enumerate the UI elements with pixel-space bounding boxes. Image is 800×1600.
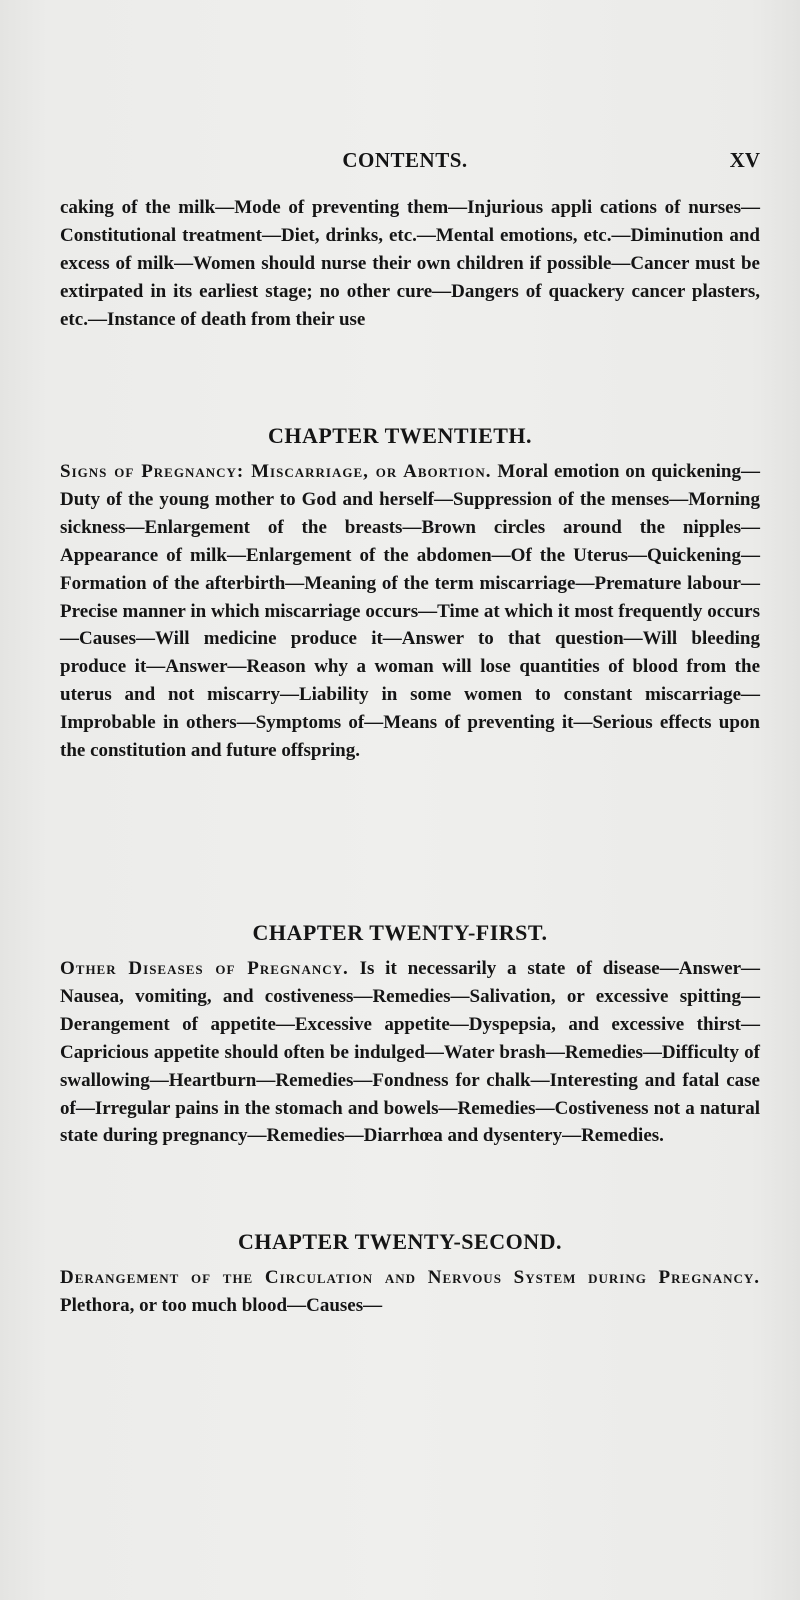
- running-title: CONTENTS.: [342, 148, 468, 172]
- chapter-twentieth-summary: [60, 458, 760, 765]
- chapter-title: Signs of Pregnancy: Miscarriage, or Abortion.: [60, 461, 492, 482]
- page-number: XV: [729, 148, 760, 172]
- chapter-twenty-first-summary: [60, 955, 760, 1150]
- chapter-twenty-second-summary: [60, 1264, 760, 1320]
- chapter-title: Derangement of the Circulation and Nervous System during Pregnancy.: [60, 1267, 760, 1288]
- chapter-summary-text: Is it necessarily a state of disease—Answer—Nausea, vomiting, and costiveness—Remedies—Salivation, or excessive spitting—Derangement of appetite—Excessive appetite—Dyspepsia, and excessive thirst—Capricious appetite should often be indulged—Water brash—Remedies—Difficulty of swallowing—Heartburn—Remedies—Fondness for chalk—Interesting and fatal case of—Irregular pains in the stomach and bowels—Remedies—Costiveness not a natural state during pregnancy—Remedies—Diarrhœa and dysentery—Remedies.: [60, 958, 761, 1147]
- chapter-heading-twenty-first: CHAPTER TWENTY-FIRST.: [252, 920, 548, 945]
- chapter-summary-text: Moral emotion on quickening—Duty of the young mother to God and herself—Suppression of the menses—Morning sickness—Enlargement of the breasts—Brown circles around the nipples—Appearance of milk—Enlargement of the abdomen—Of the Uterus—Quickening—Formation of the afterbirth—Meaning of the term miscarriage—Premature labour—Precise manner in which miscarriage occurs—Time at which it most frequently occurs—Causes—Will medicine produce it—Answer to that question—Will bleeding produce it—Answer—Reason why a woman will lose quantities of blood from the uterus and not miscarry—Liability in some women to constant miscarriage—Improbable in others—Symptoms of—Means of preventing it—Serious effects upon the constitution and future offspring.: [60, 461, 760, 762]
- continuation-paragraph: caking of the milk—Mode of preventing them—Injurious appli cations of nurses—Constitutional treatment—Diet, drinks, etc.—Mental emotions, etc.—Diminution and excess of milk—Women should nurse their own children if possible—Cancer must be extirpated in its earliest stage; no other cure—Dangers of quackery cancer plasters, etc.—Instance of death from their use: [60, 197, 760, 330]
- page-header: [50, 148, 760, 182]
- chapter-summary-text: Plethora, or too much blood—Causes—: [60, 1294, 383, 1316]
- chapter-title: Other Diseases of Pregnancy.: [60, 958, 349, 979]
- chapter-heading-twentieth: CHAPTER TWENTIETH.: [267, 423, 533, 448]
- chapter-heading-twenty-second: CHAPTER TWENTY-SECOND.: [238, 1229, 562, 1254]
